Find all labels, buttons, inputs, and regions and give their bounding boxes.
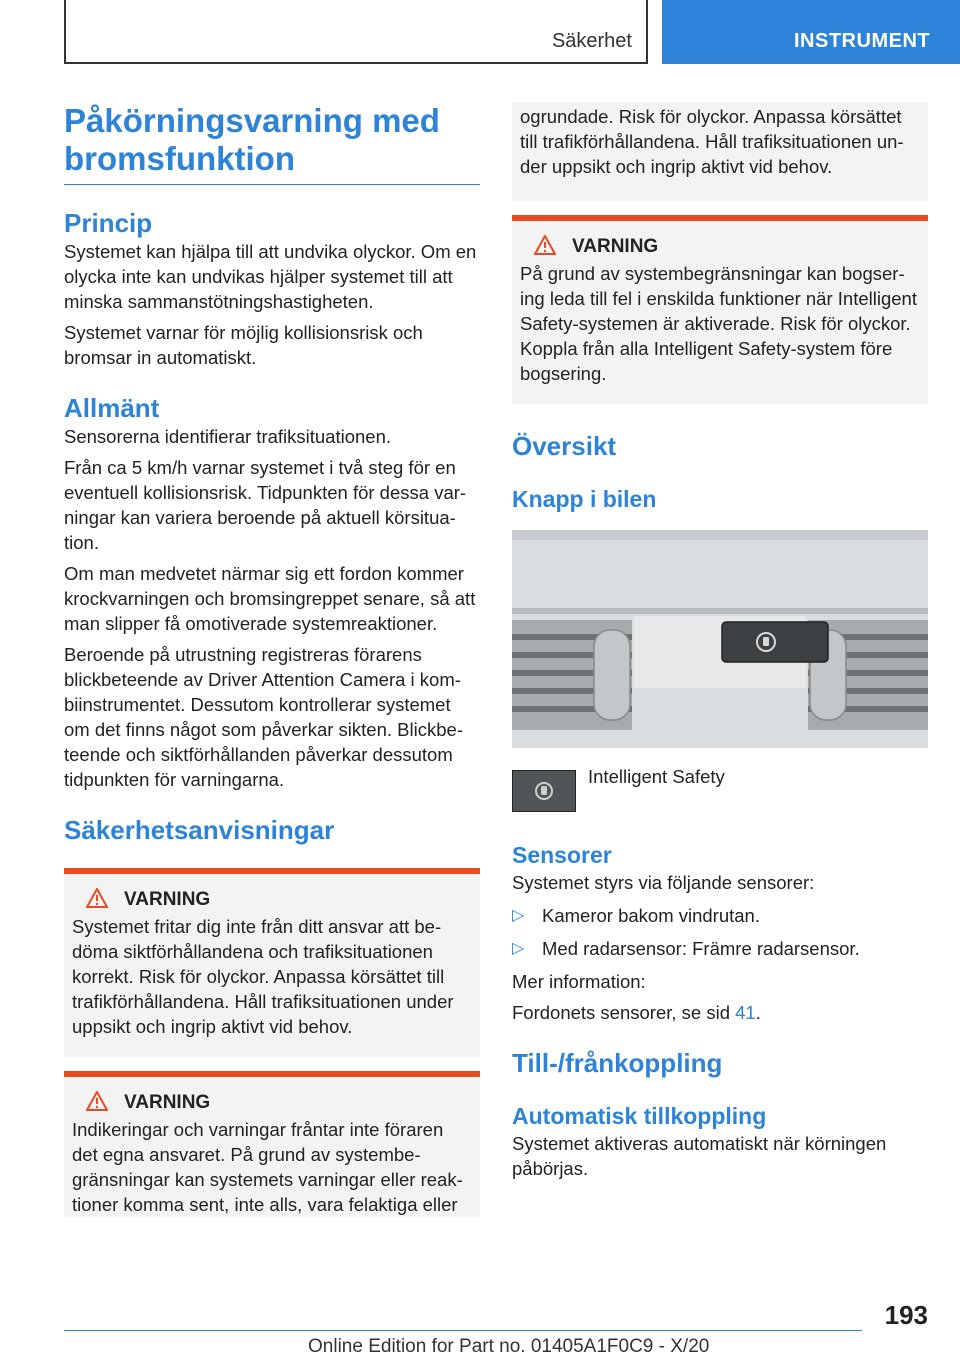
allmant-paragraph-3: Om man medvetet närmar sig ett fordon kommer krockvarningen och bromsingreppet senare, så att man slipper få omotiverade systemreaktioner. <box>64 563 476 634</box>
warning-text-2: Indikeringar och varningar fråntar inte föraren det egna ansvaret. På grund av systembegränsningar kan systemets varningar eller reaktioner komma sent, inte alls, vara felaktiga eller <box>72 1119 463 1215</box>
warning-triangle-icon <box>86 888 108 908</box>
header-section-label: Säkerhet <box>551 30 632 52</box>
warning-text-1: Systemet fritar dig inte från ditt ansvar att bedöma siktförhållandena och trafiksituationen korrekt. Risk för olyckor. Anpassa körsättet till trafikförhållandena. Håll trafiksituationen under uppsikt och ingrip aktivt vid behov. <box>72 916 454 1037</box>
dashboard-illustration <box>512 530 928 748</box>
warning-text-3: På grund av systembegränsningar kan bogsering leda till fel i enskilda funktioner när Intelligent Safety-systemen är aktiverade. Risk för olyckor. Koppla från alla Intelligent Safety-system före bogsering. <box>520 263 917 384</box>
allmant-paragraph-2: Från ca 5 km/h varnar systemet i två steg för en eventuell kollisionsrisk. Tidpunkten för dessa varningar kan variera beroende på aktuell körsituation. <box>64 457 467 553</box>
allmant-paragraph-4: Beroende på utrustning registreras förarens blickbeteende av Driver Attention Camera i kombiinstrumentet. Dessutom kontrollerar systemet om det finns något som påverkar sikten. Blickbeteende och siktförhållanden påverkar dessutom tidpunkten för varningarna. <box>64 644 463 790</box>
bullet-triangle-icon: ▷ <box>512 907 525 924</box>
header-section-box <box>64 0 648 64</box>
heading-sakerhetsanvisningar: Säkerhetsanvisningar <box>64 815 335 845</box>
car-dashboard-photo <box>512 530 928 748</box>
warning-title: VARNING <box>520 235 920 259</box>
heading-princip: Princip <box>64 208 153 238</box>
page-title: Påkörningsvarning med bromsfunktion <box>64 102 480 185</box>
cross-reference: Fordonets sensorer, se sid 41. <box>512 1002 761 1023</box>
warning-box-3 <box>512 215 928 404</box>
warning-title: VARNING <box>72 888 472 912</box>
princip-paragraph-2: Systemet varnar för möjlig kollisionsrisk och bromsar in automatiskt. <box>64 322 423 368</box>
button-legend <box>512 766 928 812</box>
warning-title: VARNING <box>72 1091 472 1115</box>
heading-automatisk-tillkoppling: Automatisk tillkoppling <box>512 1103 767 1129</box>
sensorer-intro: Systemet styrs via följande sensorer: <box>512 872 815 893</box>
footer-edition: Online Edition for Part no. 01405A1F0C9 - X/20 <box>308 1336 710 1357</box>
list-item: ▷ Kameror bakom vindrutan. <box>512 905 760 926</box>
automatic-activation-text: Systemet aktiveras automatiskt när körningen påbörjas. <box>512 1133 887 1179</box>
left-column <box>64 102 480 1217</box>
bullet-triangle-icon: ▷ <box>512 940 525 957</box>
intelligent-safety-button[interactable] <box>512 770 576 812</box>
warning-text-2-continued: ogrundade. Risk för olyckor. Anpassa körsättet till trafikförhållandena. Håll trafiksituationen under uppsikt och ingrip aktivt vid behov. <box>520 106 904 177</box>
list-item: ▷ Med radarsensor: Främre radarsensor. <box>512 938 860 959</box>
warning-box-2 <box>64 1071 480 1217</box>
heading-oversikt: Översikt <box>512 431 617 461</box>
heading-sensorer: Sensorer <box>512 842 612 868</box>
warning-box-1 <box>64 868 480 1057</box>
legend-label: Intelligent Safety <box>588 766 725 787</box>
heading-allmant: Allmänt <box>64 393 160 423</box>
warning-triangle-icon <box>534 235 556 255</box>
page-reference-link[interactable]: 41 <box>735 1002 756 1023</box>
heading-till-frankoppling: Till-/frånkoppling <box>512 1048 723 1078</box>
page-number: 193 <box>884 1300 928 1330</box>
intelligent-safety-icon <box>513 771 575 811</box>
header-tab-label: INSTRUMENT <box>794 30 931 52</box>
more-info-label: Mer information: <box>512 971 646 992</box>
allmant-paragraph-1: Sensorerna identifierar trafiksituationen. <box>64 426 392 447</box>
princip-paragraph-1: Systemet kan hjälpa till att undvika olyckor. Om en olycka inte kan undvikas hjälper systemet till att minska sammanstötningshastigheten. <box>64 241 477 312</box>
warning-box-2-continued <box>512 102 928 201</box>
right-column <box>512 102 928 1181</box>
warning-triangle-icon <box>86 1091 108 1111</box>
footer-rule <box>64 1330 862 1331</box>
heading-knapp-i-bilen: Knapp i bilen <box>512 486 657 512</box>
header-tab-instrument[interactable] <box>662 0 960 64</box>
